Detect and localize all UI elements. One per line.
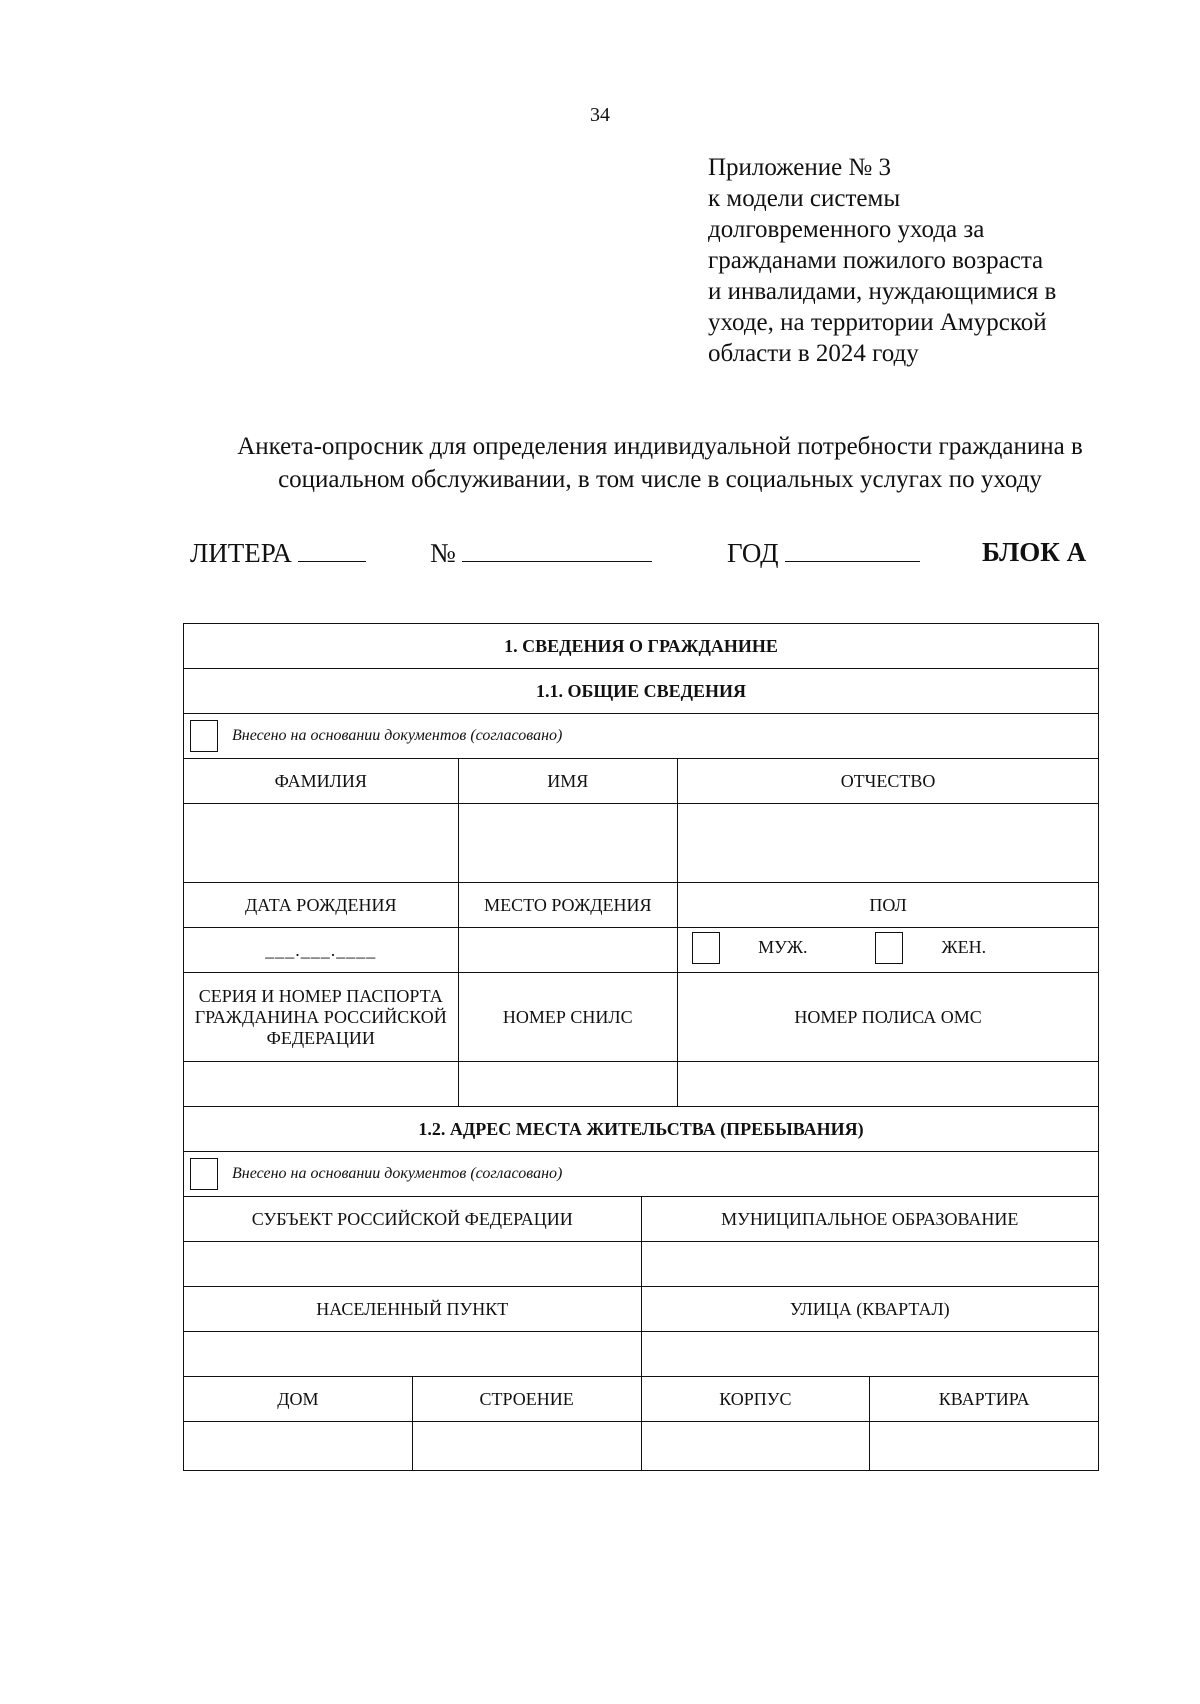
street-label: УЛИЦА (КВАРТАЛ) [641, 1287, 1099, 1332]
sex-female-label: ЖЕН. [941, 937, 987, 957]
document-title [160, 430, 1160, 496]
appendix-line: и инвалидами, нуждающимися в [708, 278, 1057, 305]
form-row [184, 1377, 1099, 1422]
sex-male-checkbox[interactable] [692, 932, 720, 964]
birth-date-field[interactable] [184, 928, 459, 973]
birth-date-label: ДАТА РОЖДЕНИЯ [184, 883, 459, 928]
appendix-line: области в 2024 году [708, 340, 919, 367]
documents-agreed-checkbox[interactable] [190, 720, 218, 752]
number-label: № [430, 538, 456, 568]
form-row [184, 973, 1099, 1062]
appendix-line: долговременного ухода за [708, 216, 985, 243]
subject-label: СУБЪЕКТ РОССИЙСКОЙ ФЕДЕРАЦИИ [184, 1197, 642, 1242]
address-documents-note-cell [184, 1152, 1099, 1197]
name-label: ИМЯ [458, 759, 678, 804]
municipality-label: МУНИЦИПАЛЬНОЕ ОБРАЗОВАНИЕ [641, 1197, 1099, 1242]
document-title-line-1: Анкета-опросник для определения индивидуальной потребности гражданина в [237, 433, 1083, 460]
house-label: ДОМ [184, 1377, 413, 1422]
litera-field [190, 537, 366, 569]
block-field[interactable] [641, 1422, 870, 1471]
settlement-label: НАСЕЛЕННЫЙ ПУНКТ [184, 1287, 642, 1332]
patronymic-label: ОТЧЕСТВО [678, 759, 1099, 804]
passport-field[interactable] [184, 1062, 459, 1107]
citizen-info-form [183, 623, 1099, 1471]
apartment-field[interactable] [870, 1422, 1099, 1471]
sex-label: ПОЛ [678, 883, 1099, 928]
oms-field[interactable] [678, 1062, 1099, 1107]
number-field [430, 537, 652, 569]
sex-male-label: МУЖ. [758, 937, 808, 957]
form-row [184, 1152, 1099, 1197]
birth-date-mask: ___.___.____ [265, 939, 377, 960]
appendix-note [708, 152, 1128, 369]
surname-field[interactable] [184, 804, 459, 883]
litera-label: ЛИТЕРА [190, 538, 292, 568]
form-row [184, 1422, 1099, 1471]
documents-note-cell [184, 714, 1099, 759]
settlement-field[interactable] [184, 1332, 642, 1377]
year-label: ГОД [727, 538, 779, 568]
form-row [184, 804, 1099, 883]
patronymic-field[interactable] [678, 804, 1099, 883]
form-row [184, 1332, 1099, 1377]
year-input[interactable] [785, 537, 920, 562]
surname-label: ФАМИЛИЯ [184, 759, 459, 804]
form-row [184, 624, 1099, 669]
form-row [184, 1242, 1099, 1287]
documents-note: Внесено на основании документов (согласовано) [232, 727, 563, 744]
number-input[interactable] [462, 537, 652, 562]
form-row [184, 883, 1099, 928]
municipality-field[interactable] [641, 1242, 1099, 1287]
address-documents-agreed-checkbox[interactable] [190, 1158, 218, 1190]
address-documents-note: Внесено на основании документов (согласовано) [232, 1165, 563, 1182]
appendix-line: уходе, на территории Амурской [708, 309, 1047, 336]
oms-label: НОМЕР ПОЛИСА ОМС [678, 973, 1099, 1062]
birth-place-field[interactable] [458, 928, 678, 973]
document-title-line-2: социальном обслуживании, в том числе в социальных услугах по уходу [278, 466, 1042, 493]
form-row [184, 669, 1099, 714]
appendix-line: гражданами пожилого возраста [708, 247, 1044, 274]
section-1-2-title: 1.2. АДРЕС МЕСТА ЖИТЕЛЬСТВА (ПРЕБЫВАНИЯ) [184, 1107, 1099, 1152]
appendix-line: Приложение № 3 [708, 154, 892, 181]
section-1-1-title: 1.1. ОБЩИЕ СВЕДЕНИЯ [184, 669, 1099, 714]
sex-male-option[interactable] [692, 932, 807, 964]
apartment-label: КВАРТИРА [870, 1377, 1099, 1422]
passport-label: СЕРИЯ И НОМЕР ПАСПОРТА ГРАЖДАНИНА РОССИЙСКОЙ ФЕДЕРАЦИИ [184, 973, 459, 1062]
sex-female-option[interactable] [875, 932, 986, 964]
form-row [184, 1107, 1099, 1152]
litera-input[interactable] [298, 537, 366, 562]
year-field [727, 537, 920, 569]
building-label: СТРОЕНИЕ [412, 1377, 641, 1422]
block-label: КОРПУС [641, 1377, 870, 1422]
name-field[interactable] [458, 804, 678, 883]
building-field[interactable] [412, 1422, 641, 1471]
snils-label: НОМЕР СНИЛС [458, 973, 678, 1062]
subject-field[interactable] [184, 1242, 642, 1287]
block-label: БЛОК А [982, 537, 1087, 567]
page-number: 34 [590, 104, 610, 126]
form-row [184, 1062, 1099, 1107]
sex-female-checkbox[interactable] [875, 932, 903, 964]
form-row [184, 1287, 1099, 1332]
form-header-line [0, 537, 1200, 573]
form-row [184, 714, 1099, 759]
form-row [184, 759, 1099, 804]
section-1-title: 1. СВЕДЕНИЯ О ГРАЖДАНИНЕ [184, 624, 1099, 669]
form-row [184, 1197, 1099, 1242]
sex-options [678, 928, 1099, 973]
snils-field[interactable] [458, 1062, 678, 1107]
house-field[interactable] [184, 1422, 413, 1471]
birth-place-label: МЕСТО РОЖДЕНИЯ [458, 883, 678, 928]
street-field[interactable] [641, 1332, 1099, 1377]
form-row [184, 928, 1099, 973]
appendix-line: к модели системы [708, 185, 901, 212]
